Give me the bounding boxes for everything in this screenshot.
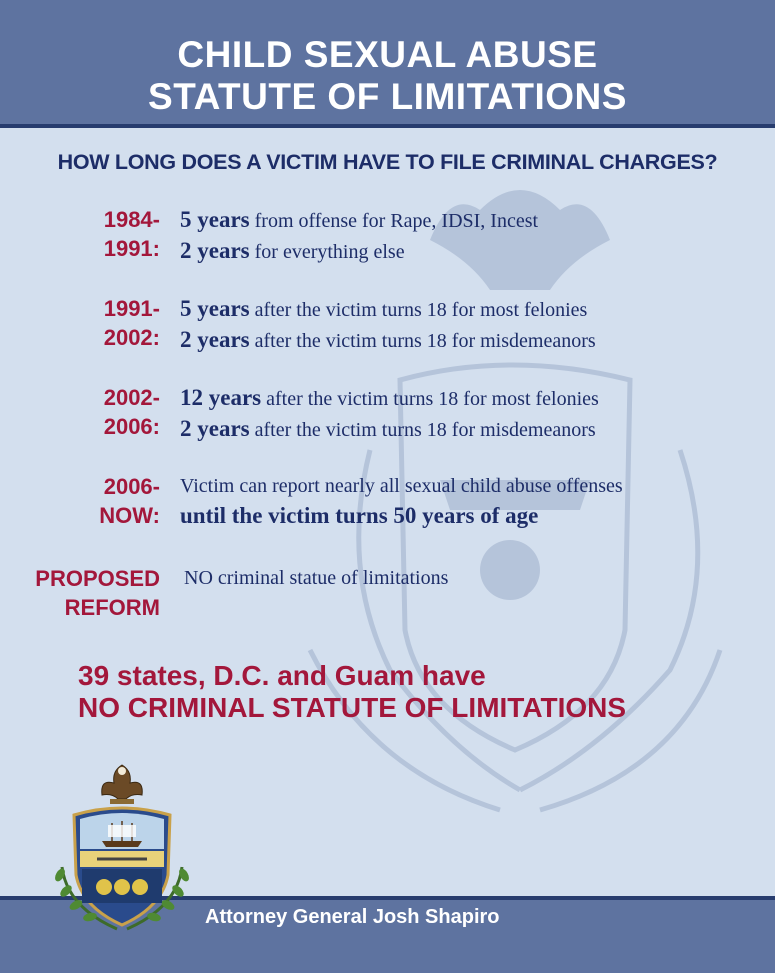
- detail: for everything else: [249, 241, 405, 263]
- question-heading: HOW LONG DOES A VICTIM HAVE TO FILE CRIMINAL CHARGES?: [57, 150, 718, 174]
- states-message: [78, 660, 768, 724]
- duration: 12 years: [180, 385, 262, 410]
- years-end: 2002:: [103, 325, 160, 350]
- reform-label-line-1: PROPOSED: [35, 566, 160, 591]
- reform-description: [184, 564, 774, 593]
- period-description: [180, 472, 770, 530]
- title-line-2: STATUTE OF LIMITATIONS: [148, 76, 627, 117]
- detail: NO criminal statue of limitations: [184, 567, 449, 589]
- period-years: [0, 383, 160, 441]
- years-start: 1984-: [103, 207, 160, 232]
- pennsylvania-coat-of-arms-icon: [42, 757, 202, 937]
- reform-label: [0, 564, 160, 622]
- years-end: 2006:: [103, 414, 160, 439]
- detail: after the victim turns 18 for misdemeanors: [249, 330, 596, 352]
- duration: until the victim turns 50 years of age: [180, 503, 539, 528]
- duration: 2 years: [180, 416, 250, 441]
- years-end: NOW:: [99, 503, 160, 528]
- duration: 2 years: [180, 327, 250, 352]
- years-start: 1991-: [103, 296, 160, 321]
- detail: Victim can report nearly all sexual child abuse offenses: [180, 475, 623, 497]
- detail: after the victim turns 18 for most felonies: [261, 388, 599, 410]
- period-years: [0, 205, 160, 263]
- period-description: [180, 383, 770, 445]
- years-end: 1991:: [103, 236, 160, 261]
- duration: 2 years: [180, 238, 250, 263]
- detail: from offense for Rape, IDSI, Incest: [249, 210, 539, 232]
- page-title: [0, 34, 775, 118]
- years-start: 2002-: [103, 385, 160, 410]
- period-description: [180, 294, 770, 356]
- detail: after the victim turns 18 for misdemeanors: [249, 419, 596, 441]
- title-line-1: CHILD SEXUAL ABUSE: [177, 34, 598, 75]
- reform-label-line-2: REFORM: [64, 595, 160, 620]
- period-years: [0, 472, 160, 530]
- duration: 5 years: [180, 207, 250, 232]
- years-start: 2006-: [103, 474, 160, 499]
- period-description: [180, 205, 770, 267]
- footer-attribution: Attorney General Josh Shapiro: [205, 906, 500, 928]
- states-message-line-1: 39 states, D.C. and Guam have: [78, 660, 486, 691]
- detail: after the victim turns 18 for most felonies: [249, 299, 588, 321]
- states-message-line-2: NO CRIMINAL STATUTE OF LIMITATIONS: [78, 692, 627, 723]
- duration: 5 years: [180, 296, 250, 321]
- period-years: [0, 294, 160, 352]
